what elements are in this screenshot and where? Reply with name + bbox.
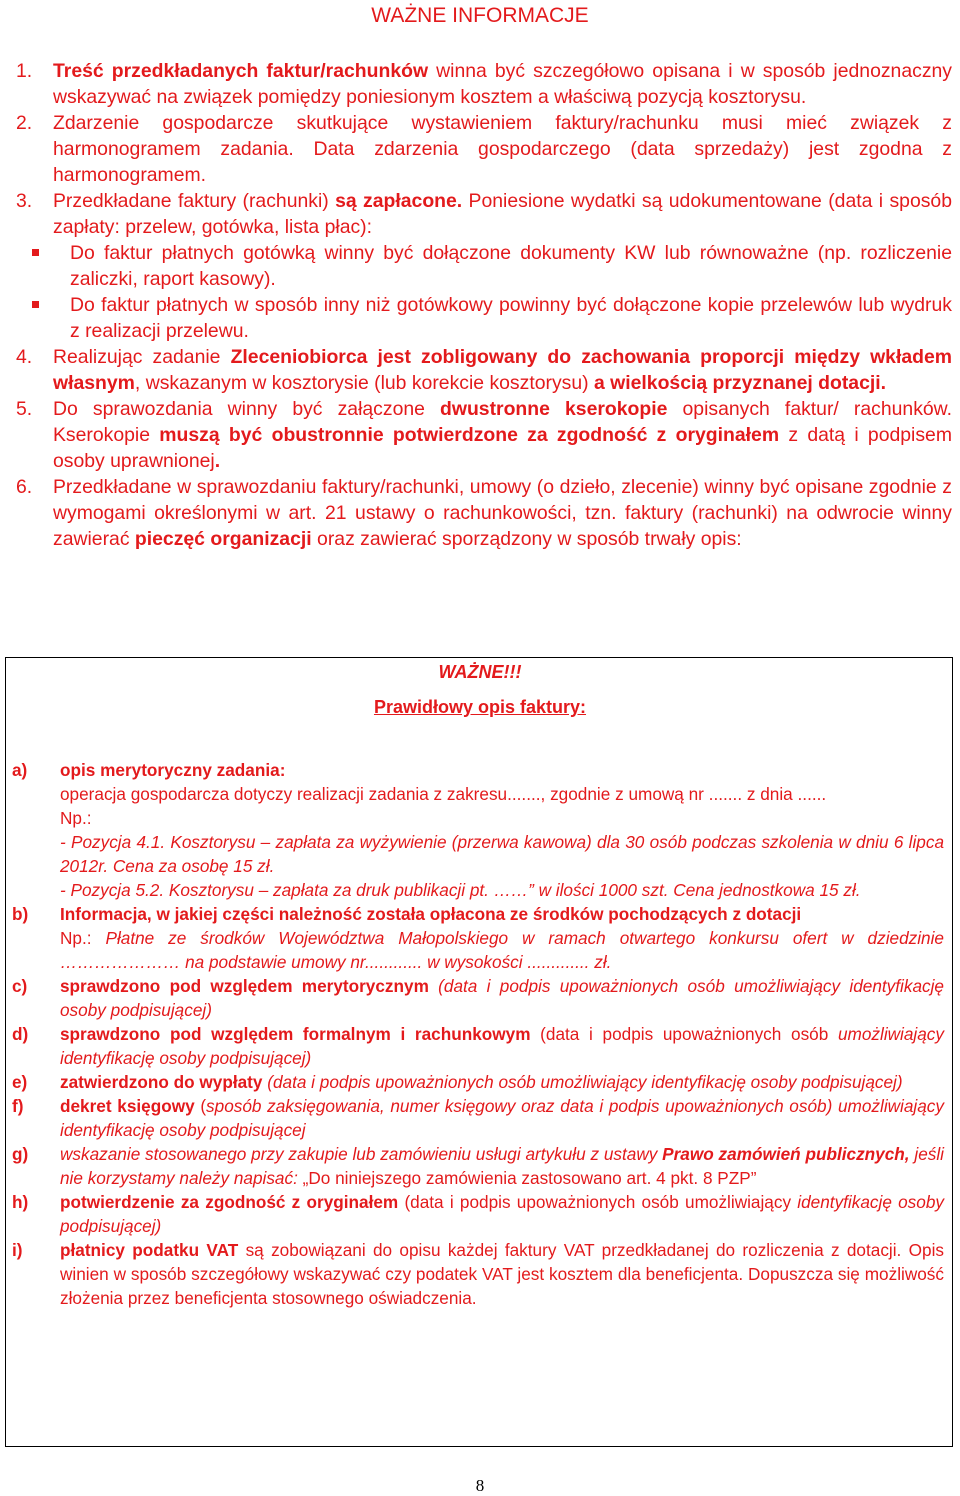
page-number: 8 [475,1476,485,1495]
item-italic-text: - Pozycja 5.2. Kosztorysu – zapłata za druk publikacji pt. ……” w ilości 1000 szt. Cena jednostkowa 15 zł. [60,880,861,900]
item-italic-text: - Pozycja 4.1. Kosztorysu – zapłata za wyżywienie (przerwa kawowa) dla 30 osób podczas szkolenia w dniu 6 lipca 2012r. Cena za osobę 15 zł. [60,832,944,876]
item-letter: g) [12,1144,29,1164]
item-bold-text: sprawdzono pod względem merytorycznym [60,976,429,996]
item-letter: f) [12,1096,24,1116]
description-item [12,1094,944,1142]
item-italic-text: identyfikację osoby podpisującej) [60,1192,944,1236]
item-letter: b) [12,904,29,924]
item-text: ( [194,1096,207,1116]
list-item [16,344,952,396]
info-list [16,58,952,552]
description-item [12,758,944,902]
item-bold-text: pieczęć organizacji [134,528,312,550]
item-text: Do sprawozdania winny być załączone [53,398,441,420]
bullet-item [16,292,952,344]
item-number: 5. [16,398,33,420]
item-italic-text: (data i podpis upoważnionych osób umożliwiający identyfikację osoby podpisującej) [262,1072,903,1092]
item-bold-text: Treść przedkładanych faktur/rachunków [53,60,429,82]
item-italic-text: umożliwiający identyfikację osoby podpisującej) [60,1024,944,1068]
square-bullet-icon [32,249,39,256]
list-item [16,110,952,188]
item-number: 3. [16,190,33,212]
description-item [12,902,944,974]
item-bold-text: są zapłacone. [335,190,463,212]
item-bold-text: Informacja, w jakiej części należność została opłacona ze środków pochodzących z dotacji [60,904,802,924]
item-number: 2. [16,112,33,134]
description-item [12,1070,944,1094]
item-text: są zobowiązani do opisu każdej faktury VAT przedkładanej do rozliczenia z dotacji. Opis winien w sposób szczegółowy wskazywać czy podatek VAT jest kosztem dla beneficjenta. Dopuszcza się możliwość złożenia przez beneficjenta stosownego oświadczenia. [60,1240,944,1308]
item-bold-text: Zleceniobiorca jest zobligowany do zachowania proporcji między wkładem własnym [53,346,952,394]
item-bold-text: opis merytoryczny zadania: [60,760,286,780]
item-italic-text: jeśli nie korzystamy należy napisać: [60,1144,944,1188]
list-item [16,474,952,552]
description-item [12,1190,944,1238]
item-italic-text: (data i podpis upoważnionych osób umożliwiający identyfikację osoby podpisującej) [60,976,944,1020]
item-text: z datą i podpisem osoby uprawnionej [53,424,952,472]
item-bold-text: a wielkością przyznanej dotacji. [593,372,887,394]
box-heading-description: Prawidłowy opis faktury: [373,697,587,717]
bullet-text: Do faktur płatnych gotówką winny być dołączone dokumenty KW lub równoważne (np. rozliczenie zaliczki, raport kasowy). [70,242,952,290]
item-letter: i) [12,1240,23,1260]
item-italic-text: wskazanie stosowanego przy zakupie lub zamówieniu usługi artykułu z ustawy [60,1144,663,1164]
item-number: 6. [16,476,33,498]
bullet-item [16,240,952,292]
box-heading-important: WAŻNE!!! [438,662,522,682]
square-bullet-icon [32,301,39,308]
description-item [12,974,944,1022]
item-text: Przedkładane w sprawozdaniu faktury/rachunki, umowy (o dzieło, zlecenie) winny być opisane zgodnie z wymogami określonymi w art. 21 ustawy o rachunkowości, tzn. faktury (rachunki) na odwrocie winny zawierać [53,476,952,550]
item-letter: h) [12,1192,29,1212]
item-bold-text: zatwierdzono do wypłaty [60,1072,263,1092]
item-text: Zdarzenie gospodarcze skutkujące wystawieniem faktury/rachunku musi mieć związek z harmonogramem zadania. Data zdarzenia gospodarczego (data sprzedaży) jest zgodna z harmonogramem. [53,112,952,186]
item-text: (data i podpis upoważnionych osób umożliwiający [398,1192,798,1212]
item-letter: c) [12,976,28,996]
description-item [12,1142,944,1190]
item-italic-text: sposób zaksięgowania, numer księgowy oraz data i podpis upoważnionych osób) umożliwiający identyfikację osoby podpisującej [60,1096,944,1140]
description-item [12,1022,944,1070]
description-item [12,1238,944,1310]
item-text: Przedkładane faktury (rachunki) [53,190,336,212]
item-italic-text: Płatne ze środków Województwa Małopolskiego w ramach otwartego konkursu ofert w dziedzinie ………………… na podstawie umowy nr............ w wysokości ............. zł. [60,928,944,972]
item-text: Np.: [60,928,106,948]
item-text: oraz zawierać sporządzony w sposób trwały opis: [311,528,742,550]
item-letter: a) [12,760,28,780]
item-number: 4. [16,346,33,368]
item-text: Np.: [60,808,92,828]
item-bold-italic-text: Prawo zamówień publicznych, [662,1144,910,1164]
page-title: WAŻNE INFORMACJE [371,4,589,27]
item-text: , wskazanym w kosztorysie (lub korekcie kosztorysu) [134,372,594,394]
item-text: (data i podpis upoważnionych osób [530,1024,838,1044]
item-text: Realizując zadanie [53,346,231,368]
bullet-list [16,240,952,344]
item-text: „Do niniejszego zamówienia zastosowano art. 4 pkt. 8 PZP” [297,1168,757,1188]
item-bold-text: muszą być obustronnie potwierdzone za zgodność z oryginałem [159,424,780,446]
item-text: opisanych faktur/ rachunków. Kserokopie [53,398,953,446]
bullet-text: Do faktur płatnych w sposób inny niż gotówkowy powinny być dołączone kopie przelewów lub wydruk z realizacji przelewu. [70,294,952,342]
list-item [16,58,952,110]
item-bold-text: dekret księgowy [60,1096,195,1116]
item-text: winna być szczegółowo opisana i w sposób jednoznaczny wskazywać na związek pomiędzy poniesionym kosztem a właściwą pozycją kosztorysu. [53,60,953,108]
item-letter: d) [12,1024,29,1044]
item-text: Poniesione wydatki są udokumentowane (data i sposób zapłaty: przelew, gotówka, lista płac): [53,190,952,238]
item-bold-text: sprawdzono pod względem formalnym i rachunkowym [60,1024,531,1044]
item-bold-text: dwustronne kserokopie [440,398,668,420]
item-bold-text: . [214,450,221,472]
item-bold-text: płatnicy podatku VAT [60,1240,239,1260]
item-letter: e) [12,1072,28,1092]
description-list [12,758,944,1310]
item-number: 1. [16,60,33,82]
item-bold-text: potwierdzenie za zgodność z oryginałem [60,1192,399,1212]
item-text: operacja gospodarcza dotyczy realizacji zadania z zakresu......., zgodnie z umową nr ....... z dnia ...... [60,784,827,804]
list-item [16,396,952,474]
list-item [16,188,952,240]
